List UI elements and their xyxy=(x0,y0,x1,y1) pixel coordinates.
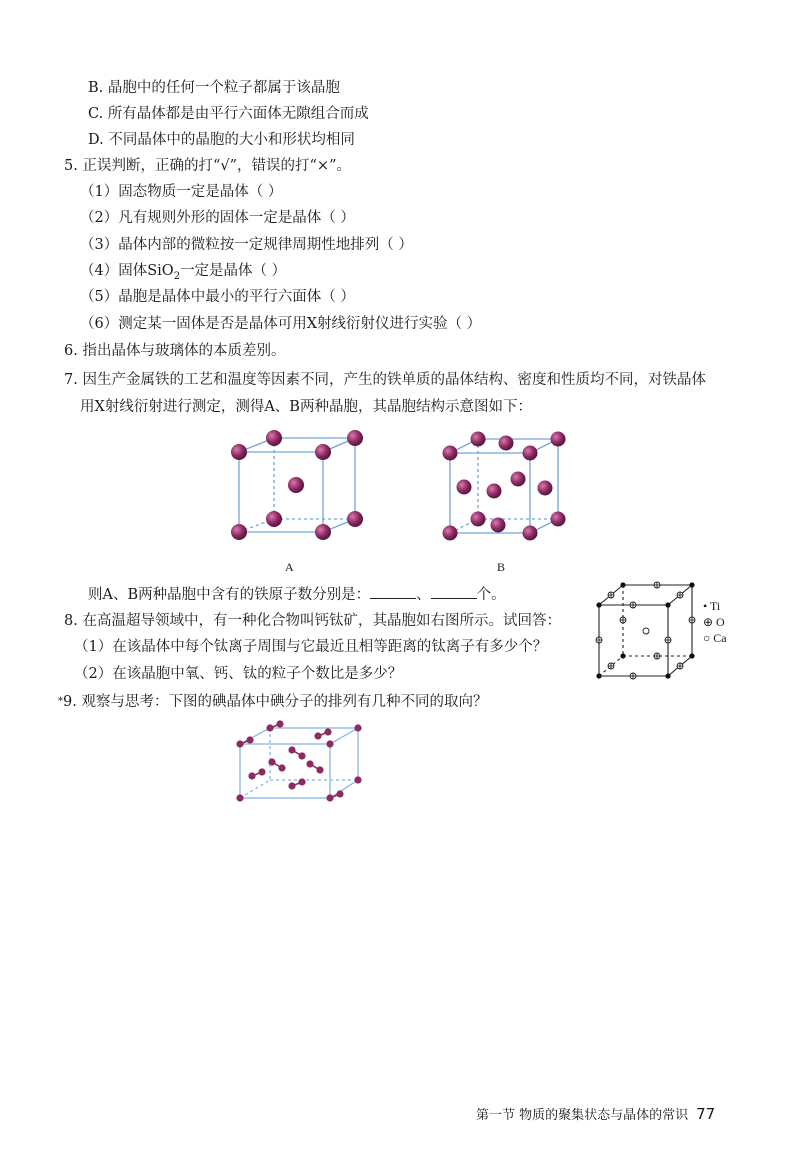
q5-item-4-prefix: （4）固体SiO xyxy=(80,263,174,279)
atom xyxy=(471,432,486,447)
o-atom xyxy=(677,663,683,669)
iodine-atom xyxy=(324,728,331,735)
iodine-atom xyxy=(314,732,321,739)
atom xyxy=(347,430,363,446)
q7-line-1: 7. 因生产金属铁的工艺和温度等因素不同，产生的铁单质的晶体结构、密度和性质均不同，对铁晶体 xyxy=(64,372,706,388)
iodine-atom xyxy=(268,758,275,765)
ti-atom xyxy=(596,673,601,678)
iodine-atom xyxy=(266,724,273,731)
q5-item-4-suffix: 一定是晶体（ ） xyxy=(180,263,287,279)
ti-atom xyxy=(689,653,694,658)
atom xyxy=(315,524,331,540)
q7-answer-suffix: 个。 xyxy=(476,587,506,603)
atom xyxy=(266,511,282,527)
footer-section: 第一节 物质的聚集状态与晶体的常识 xyxy=(476,1108,689,1123)
atom xyxy=(538,481,553,496)
q4-option-b: B. 晶胞中的任何一个粒子都属于该晶胞 xyxy=(88,80,340,96)
iodine-atom xyxy=(236,794,243,801)
atom xyxy=(523,526,538,541)
iodine-atom xyxy=(306,760,313,767)
crystal-cell-a xyxy=(225,425,375,545)
iodine-atom xyxy=(246,736,253,743)
legend-ti: • Ti xyxy=(703,599,721,613)
legend-ca: ○ Ca xyxy=(703,631,727,645)
ti-atom xyxy=(689,582,694,587)
answer-blank-2[interactable] xyxy=(431,584,477,599)
figure-b-label: B xyxy=(497,560,506,574)
q8-sub-1: （1）在该晶体中每个钛离子周围与它最近且相等距离的钛离子有多少个？ xyxy=(74,639,548,655)
atom xyxy=(471,512,486,527)
iodine-atom xyxy=(288,782,295,789)
o-atom xyxy=(654,653,660,659)
iodine-atom xyxy=(278,764,285,771)
q7-line-2: 用X射线衍射进行测定，测得A、B两种晶胞，其晶胞结构示意图如下： xyxy=(80,399,532,415)
o-atom xyxy=(630,673,636,679)
q7-answer-line xyxy=(88,584,506,605)
perovskite-legend xyxy=(703,598,727,646)
q8-sub-2: （2）在该晶胞中氧、钙、钛的粒子个数比是多少？ xyxy=(74,666,403,682)
iodine-atom xyxy=(326,794,333,801)
o-atom xyxy=(630,602,636,608)
atom xyxy=(315,444,331,460)
atom xyxy=(231,524,247,540)
q7-answer-separator: 、 xyxy=(416,587,431,603)
iodine-atom xyxy=(354,776,361,783)
atom xyxy=(551,512,566,527)
optional-star: * xyxy=(58,696,63,707)
o-atom xyxy=(665,637,671,643)
o-atom xyxy=(620,617,626,623)
crystal-cell-b xyxy=(436,425,576,550)
iodine-atom xyxy=(298,778,305,785)
atom xyxy=(231,444,247,460)
iodine-atom xyxy=(276,720,283,727)
iodine-atom xyxy=(288,746,295,753)
atom xyxy=(443,446,458,461)
q7-answer-prefix: 则A、B两种晶胞中含有的铁原子数分别是： xyxy=(88,587,371,603)
ti-atom xyxy=(620,582,625,587)
figure-a-label: A xyxy=(285,560,294,574)
iodine-atom xyxy=(298,752,305,759)
page-number: 77 xyxy=(696,1105,716,1123)
q4-option-c: C. 所有晶体都是由平行六面体无隙组合而成 xyxy=(88,106,369,122)
q5-item-4 xyxy=(80,261,286,287)
q5-item-5: （5）晶胞是晶体中最小的平行六面体（ ） xyxy=(80,289,355,305)
atom xyxy=(443,526,458,541)
q6-text: 6. 指出晶体与玻璃体的本质差别。 xyxy=(64,343,286,359)
iodine-atom xyxy=(354,724,361,731)
iodine-atom xyxy=(336,790,343,797)
atom xyxy=(487,484,502,499)
iodine-atom xyxy=(258,768,265,775)
iodine-atom xyxy=(326,740,333,747)
atom xyxy=(511,472,526,487)
iodine-atom xyxy=(248,772,255,779)
ti-atom xyxy=(665,673,670,678)
o-atom xyxy=(677,592,683,598)
atom xyxy=(523,446,538,461)
perovskite-cell xyxy=(590,578,710,686)
q5-stem: 5. 正误判断，正确的打“√”，错误的打“×”。 xyxy=(64,158,351,174)
atom xyxy=(288,477,304,493)
ti-atom xyxy=(620,653,625,658)
o-atom xyxy=(596,637,602,643)
legend-o: ⊕ O xyxy=(703,615,725,629)
atom xyxy=(266,430,282,446)
ca-atom xyxy=(643,628,649,634)
atom xyxy=(347,511,363,527)
o-atom xyxy=(608,663,614,669)
q5-item-4-subscript: 2 xyxy=(173,270,181,282)
o-atom xyxy=(654,582,660,588)
q9-body: 9. 观察与思考：下图的碘晶体中碘分子的排列有几种不同的取向？ xyxy=(63,694,488,710)
atom xyxy=(551,432,566,447)
q5-item-2: （2）凡有规则外形的固体一定是晶体（ ） xyxy=(80,210,355,226)
q8-stem: 8. 在高温超导领域中，有一种化合物叫钙钛矿，其晶胞如右图所示。试回答： xyxy=(64,613,561,629)
q4-option-d: D. 不同晶体中的晶胞的大小和形状均相同 xyxy=(88,132,355,148)
page-footer xyxy=(476,1104,715,1123)
o-atom xyxy=(608,592,614,598)
q5-item-3: （3）晶体内部的微粒按一定规律周期性地排列（ ） xyxy=(80,237,413,253)
q5-item-6: （6）测定某一固体是否是晶体可用X射线衍射仪进行实验（ ） xyxy=(80,316,482,332)
o-atom xyxy=(689,617,695,623)
iodine-atom xyxy=(236,740,243,747)
answer-blank-1[interactable] xyxy=(370,584,416,599)
q9-text xyxy=(58,692,487,712)
ti-atom xyxy=(665,602,670,607)
atom xyxy=(457,480,472,495)
q5-item-1: （1）固态物质一定是晶体（ ） xyxy=(80,184,283,200)
atom xyxy=(491,518,506,533)
ti-atom xyxy=(596,602,601,607)
iodine-crystal-cell xyxy=(232,716,368,808)
iodine-atom xyxy=(316,766,323,773)
atom xyxy=(499,436,514,451)
